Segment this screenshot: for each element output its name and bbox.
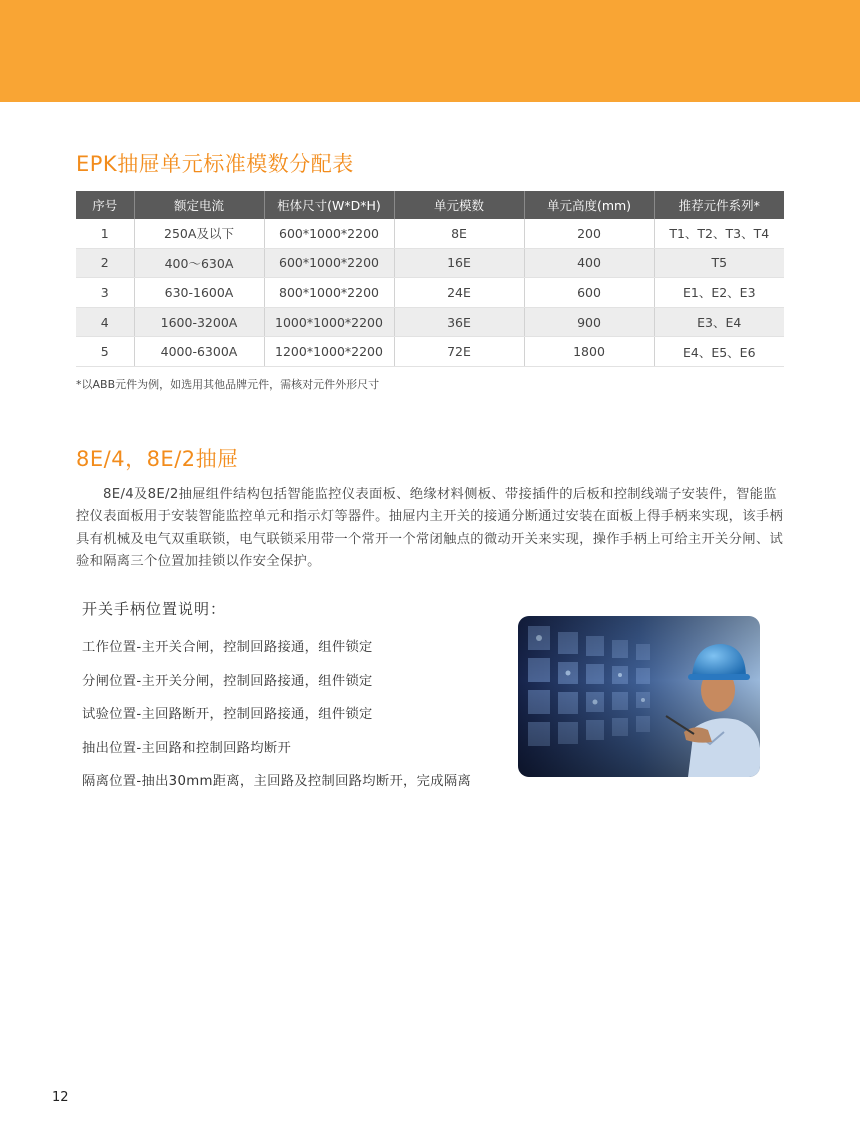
table-cell: 16E (394, 248, 524, 278)
table-cell: 3 (76, 278, 134, 308)
table-cell: T1、T2、T3、T4 (654, 219, 784, 248)
table-row (76, 278, 784, 308)
table-cell: T5 (654, 248, 784, 278)
column-header: 单元高度(mm) (524, 191, 654, 219)
table-cell: 600*1000*2200 (264, 248, 394, 278)
table-cell: 600*1000*2200 (264, 219, 394, 248)
table-cell: 24E (394, 278, 524, 308)
list-item: 隔离位置-抽出30mm距离，主回路及控制回路均断开，完成隔离 (82, 774, 472, 789)
column-header: 序号 (76, 191, 134, 219)
table-title: EPK抽屉单元标准模数分配表 (76, 152, 354, 176)
table-cell: E1、E2、E3 (654, 278, 784, 308)
table-row (76, 337, 784, 367)
table-cell: 4 (76, 307, 134, 337)
table-cell: 400～630A (134, 248, 264, 278)
table-cell: 1000*1000*2200 (264, 307, 394, 337)
list-item: 抽出位置-主回路和控制回路均断开 (82, 740, 292, 756)
table-cell: 5 (76, 337, 134, 367)
table-cell: 250A及以下 (134, 219, 264, 248)
table-cell: 36E (394, 307, 524, 337)
engineer-switchgear-photo (518, 616, 760, 777)
table-cell: 2 (76, 248, 134, 278)
top-color-band (0, 0, 860, 102)
section-title: 8E/4，8E/2抽屉 (76, 447, 239, 471)
column-header: 推荐元件系列* (654, 191, 784, 219)
table-cell: 1200*1000*2200 (264, 337, 394, 367)
table-cell: E3、E4 (654, 307, 784, 337)
list-item: 试验位置-主回路断开，控制回路接通，组件锁定 (82, 707, 373, 722)
page-number: 12 (52, 1090, 69, 1105)
table-cell: 1600-3200A (134, 307, 264, 337)
table-row (76, 219, 784, 248)
table-cell: 200 (524, 219, 654, 248)
table-cell: 72E (394, 337, 524, 367)
table-cell: 8E (394, 219, 524, 248)
table-cell: 630-1600A (134, 278, 264, 308)
table-cell: 900 (524, 307, 654, 337)
table-header-row (76, 191, 784, 219)
table-cell: E4、E5、E6 (654, 337, 784, 367)
table-cell: 800*1000*2200 (264, 278, 394, 308)
handle-positions-title: 开关手柄位置说明： (82, 600, 227, 618)
list-item: 分闸位置-主开关分闸，控制回路接通，组件锁定 (82, 673, 373, 689)
table-row (76, 248, 784, 278)
module-allocation-table (76, 191, 784, 367)
table-cell: 1 (76, 219, 134, 248)
column-header: 柜体尺寸(W*D*H) (264, 191, 394, 219)
table-row (76, 307, 784, 337)
handle-positions-list (82, 636, 471, 804)
table-cell: 4000-6300A (134, 337, 264, 367)
list-item: 工作位置-主开关合闸，控制回路接通，组件锁定 (82, 640, 373, 655)
table-cell: 600 (524, 278, 654, 308)
column-header: 额定电流 (134, 191, 264, 219)
table-cell: 400 (524, 248, 654, 278)
column-header: 单元模数 (394, 191, 524, 219)
table-cell: 1800 (524, 337, 654, 367)
table-footnote: *以ABB元件为例，如选用其他品牌元件，需核对元件外形尺寸 (76, 378, 380, 391)
body-paragraph: 8E/4及8E/2抽屉组件结构包括智能监控仪表面板、绝缘材料侧板、带接插件的后板和控制线端子安装件，智能监控仪表面板用于安装智能监控单元和指示灯等器件。抽屉内主开关的接通分断通过安装在面板上得手柄来实现，该手柄具有机械及电气双重联锁，电气联锁采用带一个常开一个常闭触点的微动开关来实现，操作手柄上可给主开关分闸、试验和隔离三个位置加挂锁以作安全保护。 (76, 487, 784, 569)
